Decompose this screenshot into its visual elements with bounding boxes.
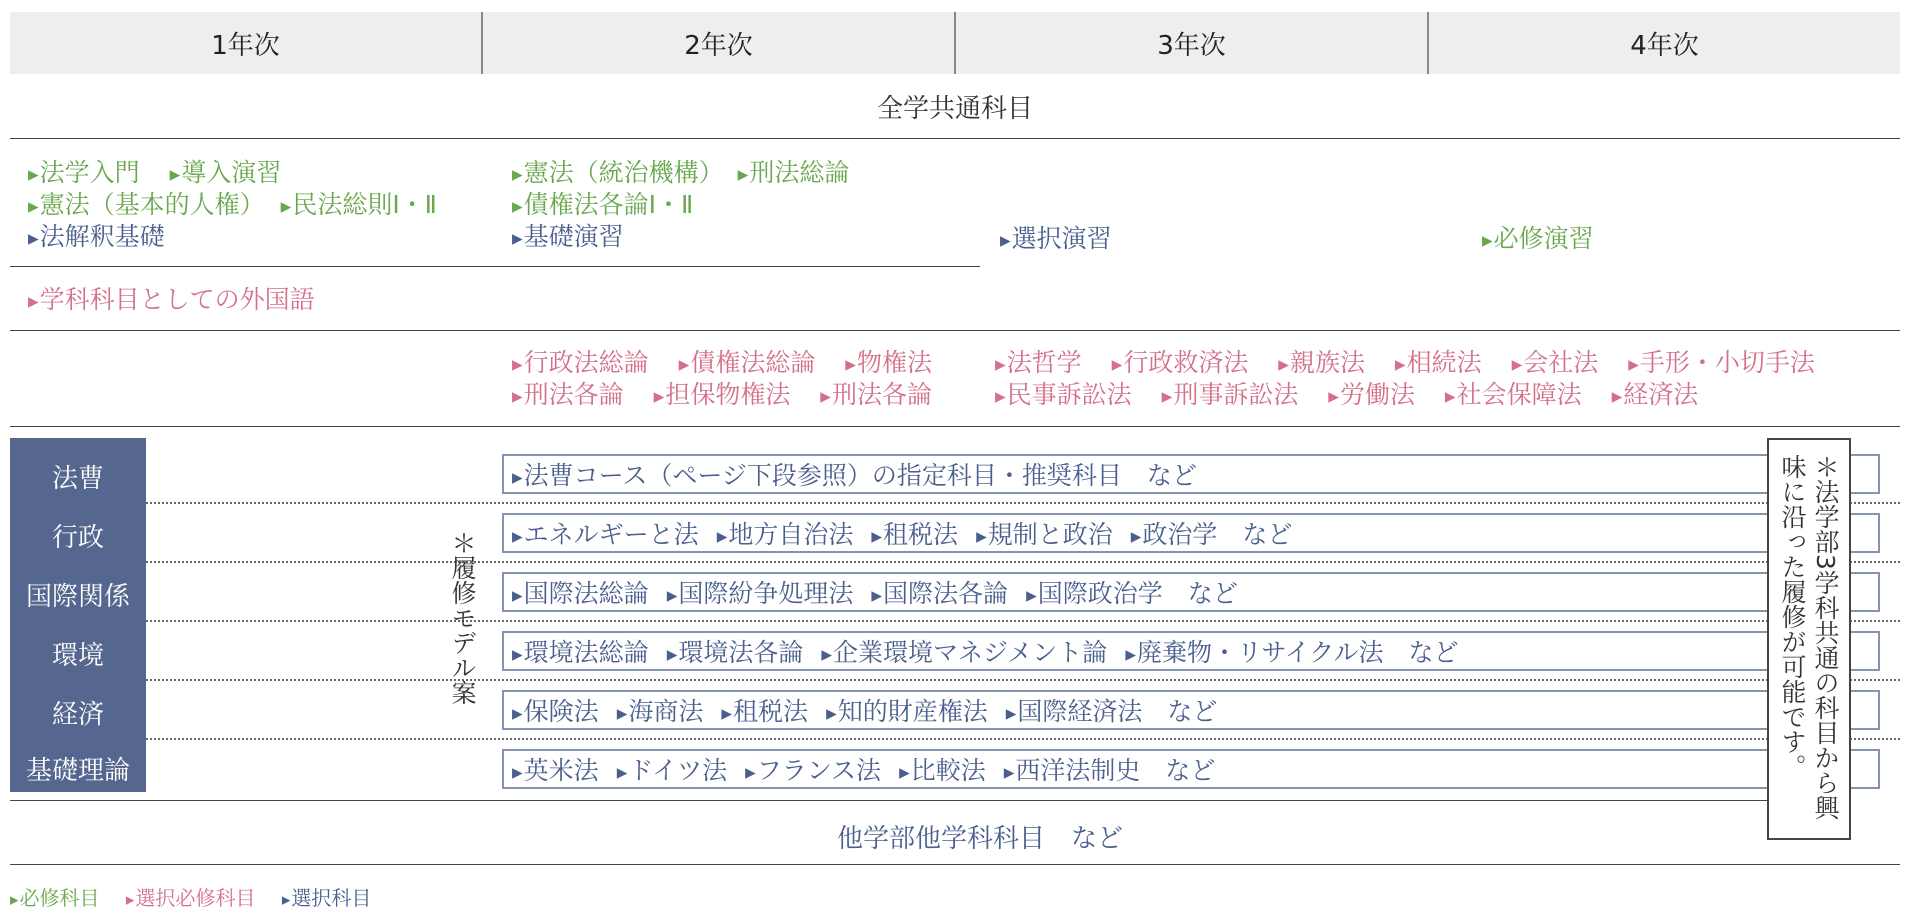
course-item: ▸ 保険法 bbox=[512, 692, 599, 728]
course-item: ▸ 環境法各論 bbox=[667, 633, 804, 669]
track-courses-econ bbox=[502, 690, 1880, 730]
course-item: ▸ 西洋法制史 など bbox=[1004, 751, 1216, 787]
y4-seminar bbox=[1482, 222, 1594, 257]
legend-elective: ▸ 選択科目 bbox=[282, 886, 372, 910]
divider bbox=[10, 138, 1900, 139]
divider bbox=[10, 266, 980, 267]
y3-seminar bbox=[1000, 222, 1112, 257]
course-obligations-general: ▸ 債権法総論 bbox=[679, 348, 816, 377]
course-economic-law: ▸ 経済法 bbox=[1612, 380, 1699, 409]
legend bbox=[10, 882, 371, 911]
course-criminal-general: ▸ 刑法総論 bbox=[738, 158, 850, 187]
course-criminal-specific: ▸ 刑法各論 bbox=[512, 380, 624, 409]
course-admin-general: ▸ 行政法総論 bbox=[512, 348, 649, 377]
course-civil-general: ▸ 民法総則Ⅰ・Ⅱ bbox=[281, 190, 437, 219]
track-courses-env bbox=[502, 631, 1880, 671]
course-company-law: ▸ 会社法 bbox=[1512, 348, 1599, 377]
course-intro-law: ▸ 法学入門 bbox=[28, 158, 140, 187]
course-bills-checks: ▸ 手形・小切手法 bbox=[1628, 348, 1815, 377]
foreign-language-row bbox=[28, 283, 315, 318]
course-foreign-language: ▸ 学科科目としての外国語 bbox=[28, 285, 315, 314]
course-criminal-procedure: ▸ 刑事訴訟法 bbox=[1162, 380, 1299, 409]
course-item: ▸ 租税法 bbox=[871, 515, 958, 551]
course-item: ▸ 国際法総論 bbox=[512, 574, 649, 610]
track-label-theory: 基礎理論 bbox=[25, 756, 130, 786]
course-admin-remedies: ▸ 行政救済法 bbox=[1112, 348, 1249, 377]
divider bbox=[10, 330, 1900, 331]
course-item: ▸ 企業環境マネジメント論 bbox=[821, 633, 1107, 669]
track-separator bbox=[146, 502, 1900, 504]
track-label-intl: 国際関係 bbox=[25, 582, 130, 612]
course-item: ▸ 海商法 bbox=[617, 692, 704, 728]
course-required-seminar: ▸ 必修演習 bbox=[1482, 224, 1594, 253]
course-item: ▸ 国際法各論 bbox=[871, 574, 1008, 610]
track-courses-intl bbox=[502, 572, 1880, 612]
course-item: ▸ 政治学 など bbox=[1131, 515, 1293, 551]
course-item: ▸ 法曹コース（ページ下段参照）の指定科目・推奨科目 など bbox=[512, 456, 1197, 492]
course-basic-seminar: ▸ 基礎演習 bbox=[512, 222, 624, 251]
course-legal-philosophy: ▸ 法哲学 bbox=[995, 348, 1082, 377]
course-item: ▸ 国際紛争処理法 bbox=[667, 574, 854, 610]
course-civil-procedure: ▸ 民事訴訟法 bbox=[995, 380, 1132, 409]
note-box bbox=[1767, 438, 1851, 840]
track-separator bbox=[146, 620, 1900, 622]
divider bbox=[10, 864, 1900, 865]
course-constitution-governance: ▸ 憲法（統治機構） bbox=[512, 158, 724, 187]
track-courses-admin bbox=[502, 513, 1880, 553]
year-header bbox=[10, 12, 1900, 74]
course-item: ▸ 国際政治学 など bbox=[1026, 574, 1238, 610]
divider bbox=[10, 426, 1900, 427]
note-text: ＊法学部3学科共通の科目から興味に沿った履修が可能です。 bbox=[1778, 454, 1840, 820]
year-4: 4年次 bbox=[1427, 12, 1900, 74]
course-obligations-specific: ▸ 債権法各論Ⅰ・Ⅱ bbox=[512, 190, 693, 219]
course-criminal-specific-2: ▸ 刑法各論 bbox=[820, 380, 932, 409]
course-item: ▸ 国際経済法 など bbox=[1006, 692, 1218, 728]
course-property: ▸ 物権法 bbox=[845, 348, 932, 377]
course-item: ▸ 廃棄物・リサイクル法 など bbox=[1125, 633, 1458, 669]
course-item: ▸ 地方自治法 bbox=[717, 515, 854, 551]
year-2: 2年次 bbox=[481, 12, 954, 74]
model-plan-label: ＊履修モデル案 bbox=[448, 530, 477, 705]
legend-elective-required: ▸ 選択必修科目 bbox=[126, 886, 256, 910]
y34-elective-row2 bbox=[995, 378, 1698, 413]
other-faculty-subjects: 他学部他学科科目 など bbox=[836, 824, 1123, 854]
course-family-law: ▸ 親族法 bbox=[1278, 348, 1365, 377]
y1-row1 bbox=[28, 156, 281, 191]
y1-row2 bbox=[28, 188, 437, 223]
y2-row2 bbox=[512, 188, 693, 223]
track-separator bbox=[146, 679, 1900, 681]
course-inheritance-law: ▸ 相続法 bbox=[1395, 348, 1482, 377]
track-label-admin: 行政 bbox=[51, 523, 104, 553]
y34-elective-row1 bbox=[995, 346, 1815, 381]
year-1: 1年次 bbox=[211, 30, 280, 61]
course-elective-seminar: ▸ 選択演習 bbox=[1000, 224, 1112, 253]
divider bbox=[10, 800, 1767, 801]
track-label-econ: 経済 bbox=[51, 700, 104, 730]
course-social-security: ▸ 社会保障法 bbox=[1445, 380, 1582, 409]
course-intro-seminar: ▸ 導入演習 bbox=[170, 158, 282, 187]
track-label-legal: 法曹 bbox=[51, 464, 104, 494]
course-item: ▸ 知的財産権法 bbox=[826, 692, 988, 728]
y2-row3 bbox=[512, 220, 624, 255]
course-item: ▸ 英米法 bbox=[512, 751, 599, 787]
course-item: ▸ ドイツ法 bbox=[617, 751, 727, 787]
course-item: ▸ フランス法 bbox=[745, 751, 881, 787]
y2-row1 bbox=[512, 156, 849, 191]
y2-elective-row1 bbox=[512, 346, 932, 381]
track-courses-legal bbox=[502, 454, 1880, 494]
legend-required: ▸ 必修科目 bbox=[10, 886, 100, 910]
course-item: ▸ 環境法総論 bbox=[512, 633, 649, 669]
course-constitution-rights: ▸ 憲法（基本的人権） bbox=[28, 190, 265, 219]
common-subjects-title: 全学共通科目 bbox=[876, 94, 1033, 124]
y1-row3 bbox=[28, 220, 165, 255]
course-security-rights: ▸ 担保物権法 bbox=[654, 380, 791, 409]
y2-elective-row2 bbox=[512, 378, 932, 413]
course-interpretation-basics: ▸ 法解釈基礎 bbox=[28, 222, 165, 251]
track-label-env: 環境 bbox=[51, 641, 104, 671]
course-item: ▸ 規制と政治 bbox=[976, 515, 1113, 551]
course-item: ▸ エネルギーと法 bbox=[512, 515, 699, 551]
track-separator bbox=[146, 561, 1900, 563]
course-item: ▸ 比較法 bbox=[899, 751, 986, 787]
course-labor-law: ▸ 労働法 bbox=[1328, 380, 1415, 409]
year-3: 3年次 bbox=[954, 12, 1427, 74]
course-item: ▸ 租税法 bbox=[721, 692, 808, 728]
track-separator bbox=[146, 738, 1900, 740]
track-courses-theory bbox=[502, 749, 1880, 789]
